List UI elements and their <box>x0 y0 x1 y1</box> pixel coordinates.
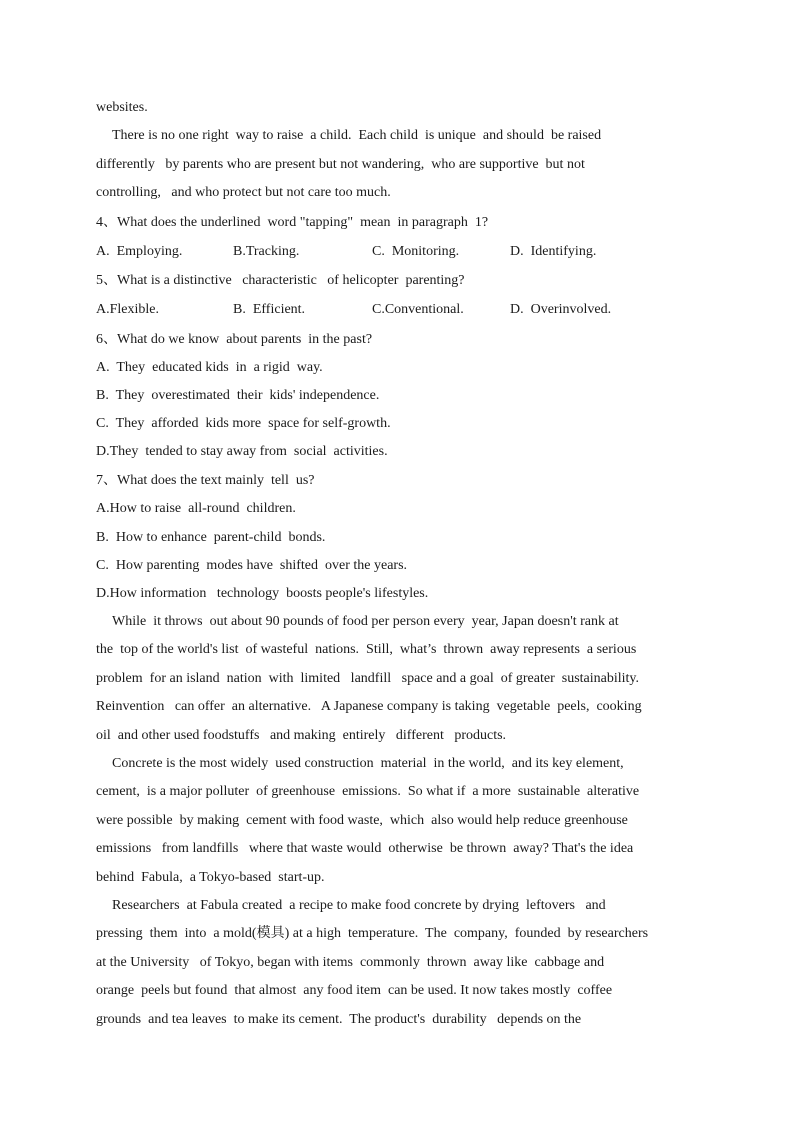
passage-two-paragraph-2-line: were possible by making cement with food waste, which also would help reduce greenhouse <box>96 812 628 828</box>
question-5-option-c: C.Conventional. <box>372 302 464 318</box>
question-7-option-d: D.How information technology boosts people's lifestyles. <box>96 585 429 601</box>
passage-two-paragraph-2-line: emissions from landfills where that waste would otherwise be thrown away? That's the idea <box>96 841 634 857</box>
question-5-options <box>96 295 696 325</box>
question-7-stem: 7、What does the text mainly tell us? <box>96 473 315 489</box>
passage-paragraph-line: controlling, and who protect but not care too much. <box>96 185 391 201</box>
question-5-option-b: B. Efficient. <box>233 302 306 318</box>
passage-two-paragraph-3-line: orange peels but found that almost any food item can be used. It now takes mostly coffee <box>96 983 613 999</box>
question-6-option-b: B. They overestimated their kids' independence. <box>96 387 380 403</box>
question-5-option-d: D. Overinvolved. <box>510 302 612 318</box>
question-7-option-c: C. How parenting modes have shifted over the years. <box>96 557 408 573</box>
question-6-option-a: A. They educated kids in a rigid way. <box>96 359 323 375</box>
document-page <box>96 94 696 1034</box>
passage-two-paragraph-1-line: oil and other used foodstuffs and making entirely different products. <box>96 727 507 743</box>
question-4-option-a: A. Employing. <box>96 243 183 259</box>
passage-paragraph-line: differently by parents who are present but not wandering, who are supportive but not <box>96 156 585 172</box>
question-4-stem: 4、What does the underlined word "tapping" mean in paragraph 1? <box>96 214 489 230</box>
passage-two-paragraph-2-line: cement, is a major polluter of greenhouse emissions. So what if a more sustainable alterative <box>96 784 640 800</box>
question-4-option-b: B.Tracking. <box>233 243 300 259</box>
passage-two-paragraph-3-line: at the University of Tokyo, began with items commonly thrown away like cabbage and <box>96 954 605 970</box>
question-4-options <box>96 237 696 267</box>
passage-two-paragraph-2-line: Concrete is the most widely used construction material in the world, and its key element, <box>112 756 624 772</box>
passage-two-paragraph-3-line: grounds and tea leaves to make its cement. The product's durability depends on the <box>96 1011 582 1027</box>
question-6-stem: 6、What do we know about parents in the past? <box>96 331 373 347</box>
question-5-option-a: A.Flexible. <box>96 302 159 318</box>
question-5-stem: 5、What is a distinctive characteristic of helicopter parenting? <box>96 273 465 289</box>
question-4-option-c: C. Monitoring. <box>372 243 460 259</box>
passage-two-paragraph-2-line: behind Fabula, a Tokyo-based start-up. <box>96 869 325 885</box>
question-7-option-b: B. How to enhance parent-child bonds. <box>96 529 326 545</box>
passage-two-paragraph-3-line: pressing them into a mold(模具) at a high temperature. The company, founded by researchers <box>96 926 649 942</box>
question-4-option-d: D. Identifying. <box>510 243 597 259</box>
passage-two-paragraph-1-line: While it throws out about 90 pounds of food per person every year, Japan doesn't rank at <box>112 614 619 630</box>
passage-two-paragraph-1-line: the top of the world's list of wasteful nations. Still, what’s thrown away represents a serious <box>96 642 637 658</box>
question-7-option-a: A.How to raise all-round children. <box>96 501 296 517</box>
question-6-option-d: D.They tended to stay away from social activities. <box>96 444 388 460</box>
passage-two-paragraph-3-line: Researchers at Fabula created a recipe to make food concrete by drying leftovers and <box>112 897 606 913</box>
passage-two-paragraph-1-line: problem for an island nation with limited landfill space and a goal of greater sustainability. <box>96 670 640 686</box>
passage-end-line: websites. <box>96 100 148 115</box>
question-6-option-c: C. They afforded kids more space for self-growth. <box>96 415 391 431</box>
passage-paragraph-line: There is no one right way to raise a child. Each child is unique and should be raised <box>112 128 602 144</box>
passage-two-paragraph-1-line: Reinvention can offer an alternative. A Japanese company is taking vegetable peels, cooking <box>96 699 642 715</box>
